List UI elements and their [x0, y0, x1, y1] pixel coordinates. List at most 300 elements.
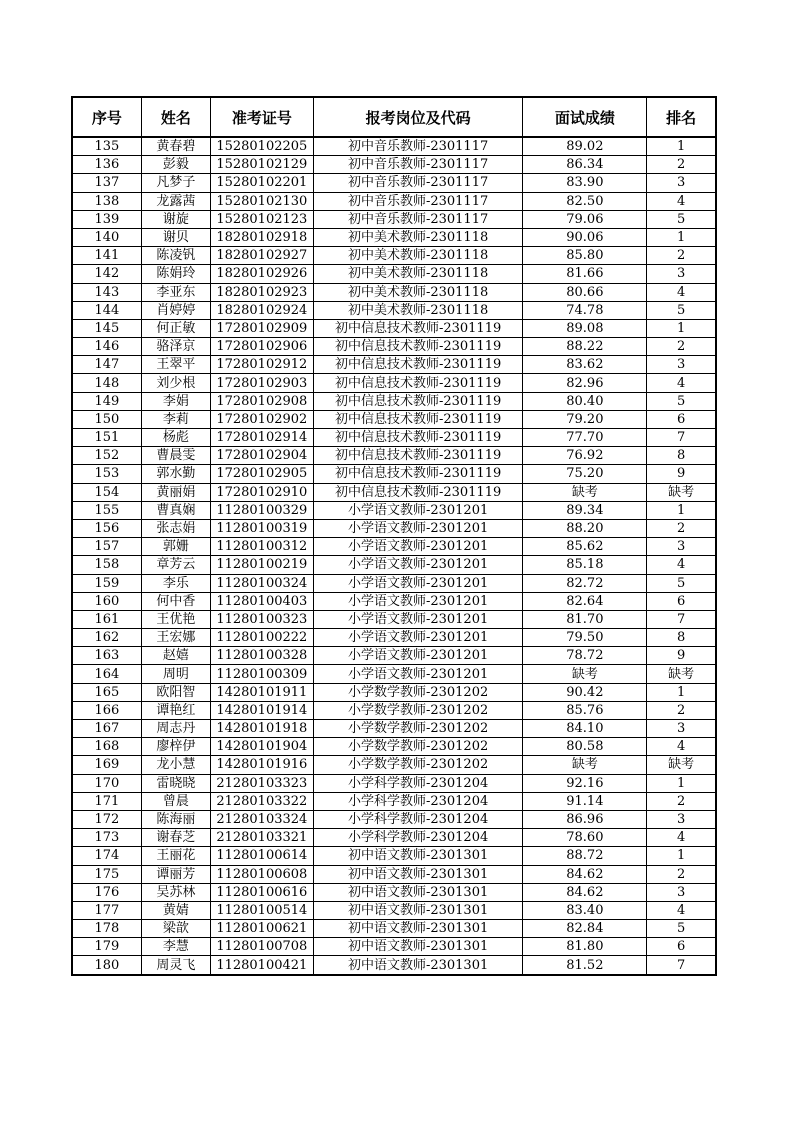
- cell-ticket-number: 14280101916: [210, 756, 313, 774]
- cell-name: 郭水勤: [141, 465, 210, 483]
- cell-serial: 147: [72, 356, 141, 374]
- cell-rank: 1: [647, 774, 716, 792]
- cell-ticket-number: 11280100708: [210, 938, 313, 956]
- table-row: [72, 792, 716, 810]
- table-row: [72, 228, 716, 246]
- cell-rank: 2: [647, 338, 716, 356]
- cell-serial: 149: [72, 392, 141, 410]
- cell-ticket-number: 11280100514: [210, 901, 313, 919]
- cell-ticket-number: 21280103322: [210, 792, 313, 810]
- cell-ticket-number: 11280100328: [210, 647, 313, 665]
- cell-rank: 7: [647, 429, 716, 447]
- cell-name: 王优艳: [141, 610, 210, 628]
- cell-position-code: 初中语文教师-2301301: [313, 901, 523, 919]
- cell-position-code: 小学语文教师-2301201: [313, 501, 523, 519]
- cell-position-code: 小学数学教师-2301202: [313, 738, 523, 756]
- cell-interview-score: 85.18: [523, 556, 647, 574]
- cell-ticket-number: 14280101904: [210, 738, 313, 756]
- cell-rank: 1: [647, 683, 716, 701]
- cell-ticket-number: 17280102903: [210, 374, 313, 392]
- cell-rank: 2: [647, 792, 716, 810]
- cell-interview-score: 缺考: [523, 483, 647, 501]
- cell-rank: 4: [647, 901, 716, 919]
- cell-rank: 1: [647, 501, 716, 519]
- cell-interview-score: 86.96: [523, 810, 647, 828]
- cell-name: 黄丽娟: [141, 483, 210, 501]
- cell-position-code: 小学科学教师-2301204: [313, 810, 523, 828]
- table-row: [72, 429, 716, 447]
- cell-position-code: 初中语文教师-2301301: [313, 920, 523, 938]
- cell-name: 李乐: [141, 574, 210, 592]
- cell-name: 彭毅: [141, 156, 210, 174]
- cell-position-code: 初中信息技术教师-2301119: [313, 356, 523, 374]
- table-row: [72, 392, 716, 410]
- cell-position-code: 小学数学教师-2301202: [313, 756, 523, 774]
- cell-name: 李慧: [141, 938, 210, 956]
- cell-name: 谭丽芳: [141, 865, 210, 883]
- table-row: [72, 447, 716, 465]
- cell-ticket-number: 11280100312: [210, 538, 313, 556]
- cell-name: 骆泽京: [141, 338, 210, 356]
- cell-serial: 156: [72, 519, 141, 537]
- cell-name: 欧阳智: [141, 683, 210, 701]
- cell-serial: 160: [72, 592, 141, 610]
- cell-name: 黄春碧: [141, 137, 210, 156]
- cell-interview-score: 85.62: [523, 538, 647, 556]
- cell-interview-score: 89.02: [523, 137, 647, 156]
- table-row: [72, 265, 716, 283]
- cell-rank: 4: [647, 738, 716, 756]
- cell-name: 龙小慧: [141, 756, 210, 774]
- table-row: [72, 810, 716, 828]
- cell-position-code: 小学语文教师-2301201: [313, 665, 523, 683]
- cell-name: 王丽花: [141, 847, 210, 865]
- cell-interview-score: 82.84: [523, 920, 647, 938]
- cell-ticket-number: 17280102910: [210, 483, 313, 501]
- cell-serial: 140: [72, 228, 141, 246]
- table-row: [72, 883, 716, 901]
- cell-serial: 138: [72, 192, 141, 210]
- cell-rank: 3: [647, 174, 716, 192]
- cell-interview-score: 76.92: [523, 447, 647, 465]
- cell-ticket-number: 11280100608: [210, 865, 313, 883]
- cell-rank: 7: [647, 610, 716, 628]
- cell-serial: 137: [72, 174, 141, 192]
- cell-ticket-number: 11280100324: [210, 574, 313, 592]
- cell-name: 龙露茜: [141, 192, 210, 210]
- cell-rank: 6: [647, 410, 716, 428]
- cell-interview-score: 80.40: [523, 392, 647, 410]
- cell-name: 谢春芝: [141, 829, 210, 847]
- cell-ticket-number: 11280100323: [210, 610, 313, 628]
- cell-name: 张志娟: [141, 519, 210, 537]
- cell-interview-score: 84.62: [523, 865, 647, 883]
- cell-position-code: 初中语文教师-2301301: [313, 938, 523, 956]
- cell-ticket-number: 15280102129: [210, 156, 313, 174]
- cell-name: 陈娟玲: [141, 265, 210, 283]
- cell-position-code: 初中美术教师-2301118: [313, 265, 523, 283]
- cell-interview-score: 75.20: [523, 465, 647, 483]
- cell-position-code: 初中音乐教师-2301117: [313, 156, 523, 174]
- cell-serial: 163: [72, 647, 141, 665]
- cell-serial: 150: [72, 410, 141, 428]
- cell-ticket-number: 11280100616: [210, 883, 313, 901]
- cell-position-code: 初中信息技术教师-2301119: [313, 374, 523, 392]
- cell-position-code: 初中音乐教师-2301117: [313, 174, 523, 192]
- cell-serial: 144: [72, 301, 141, 319]
- cell-rank: 9: [647, 465, 716, 483]
- cell-rank: 1: [647, 319, 716, 337]
- cell-ticket-number: 17280102914: [210, 429, 313, 447]
- cell-serial: 175: [72, 865, 141, 883]
- cell-interview-score: 81.70: [523, 610, 647, 628]
- cell-name: 王翠平: [141, 356, 210, 374]
- score-table: [71, 96, 717, 976]
- cell-position-code: 初中信息技术教师-2301119: [313, 319, 523, 337]
- cell-name: 何中香: [141, 592, 210, 610]
- cell-ticket-number: 17280102904: [210, 447, 313, 465]
- cell-ticket-number: 11280100309: [210, 665, 313, 683]
- cell-serial: 179: [72, 938, 141, 956]
- cell-rank: 3: [647, 265, 716, 283]
- table-row: [72, 610, 716, 628]
- cell-position-code: 初中音乐教师-2301117: [313, 210, 523, 228]
- table-row: [72, 956, 716, 975]
- cell-serial: 141: [72, 247, 141, 265]
- cell-position-code: 小学语文教师-2301201: [313, 647, 523, 665]
- cell-position-code: 小学科学教师-2301204: [313, 792, 523, 810]
- cell-name: 曹晨雯: [141, 447, 210, 465]
- cell-ticket-number: 14280101911: [210, 683, 313, 701]
- cell-position-code: 初中美术教师-2301118: [313, 283, 523, 301]
- cell-rank: 3: [647, 538, 716, 556]
- cell-interview-score: 80.66: [523, 283, 647, 301]
- cell-ticket-number: 14280101918: [210, 720, 313, 738]
- cell-interview-score: 79.50: [523, 629, 647, 647]
- cell-position-code: 初中信息技术教师-2301119: [313, 465, 523, 483]
- table-row: [72, 519, 716, 537]
- cell-name: 何正敏: [141, 319, 210, 337]
- table-row: [72, 865, 716, 883]
- cell-ticket-number: 21280103321: [210, 829, 313, 847]
- cell-position-code: 小学科学教师-2301204: [313, 829, 523, 847]
- header-position-code: 报考岗位及代码: [313, 97, 523, 137]
- cell-serial: 157: [72, 538, 141, 556]
- table-row: [72, 483, 716, 501]
- cell-rank: 8: [647, 629, 716, 647]
- cell-serial: 168: [72, 738, 141, 756]
- cell-serial: 169: [72, 756, 141, 774]
- cell-name: 周明: [141, 665, 210, 683]
- cell-ticket-number: 15280102130: [210, 192, 313, 210]
- table-row: [72, 756, 716, 774]
- cell-rank: 9: [647, 647, 716, 665]
- cell-ticket-number: 11280100219: [210, 556, 313, 574]
- table-row: [72, 629, 716, 647]
- cell-interview-score: 82.64: [523, 592, 647, 610]
- table-row: [72, 847, 716, 865]
- cell-name: 章芳云: [141, 556, 210, 574]
- cell-serial: 173: [72, 829, 141, 847]
- cell-rank: 1: [647, 228, 716, 246]
- cell-serial: 152: [72, 447, 141, 465]
- cell-position-code: 小学语文教师-2301201: [313, 629, 523, 647]
- table-row: [72, 538, 716, 556]
- cell-interview-score: 86.34: [523, 156, 647, 174]
- cell-rank: 4: [647, 374, 716, 392]
- cell-rank: 1: [647, 137, 716, 156]
- cell-interview-score: 88.22: [523, 338, 647, 356]
- cell-name: 曾晨: [141, 792, 210, 810]
- cell-rank: 2: [647, 865, 716, 883]
- cell-interview-score: 85.76: [523, 701, 647, 719]
- cell-position-code: 小学语文教师-2301201: [313, 538, 523, 556]
- cell-serial: 165: [72, 683, 141, 701]
- cell-position-code: 初中美术教师-2301118: [313, 301, 523, 319]
- cell-serial: 135: [72, 137, 141, 156]
- cell-ticket-number: 21280103323: [210, 774, 313, 792]
- cell-ticket-number: 15280102205: [210, 137, 313, 156]
- cell-position-code: 小学语文教师-2301201: [313, 556, 523, 574]
- table-row: [72, 301, 716, 319]
- cell-ticket-number: 11280100329: [210, 501, 313, 519]
- cell-serial: 154: [72, 483, 141, 501]
- table-row: [72, 901, 716, 919]
- cell-serial: 145: [72, 319, 141, 337]
- cell-rank: 8: [647, 447, 716, 465]
- cell-rank: 缺考: [647, 665, 716, 683]
- cell-serial: 166: [72, 701, 141, 719]
- cell-ticket-number: 11280100222: [210, 629, 313, 647]
- cell-ticket-number: 18280102926: [210, 265, 313, 283]
- cell-rank: 4: [647, 829, 716, 847]
- cell-name: 凡梦子: [141, 174, 210, 192]
- cell-position-code: 小学语文教师-2301201: [313, 574, 523, 592]
- cell-position-code: 初中语文教师-2301301: [313, 883, 523, 901]
- cell-interview-score: 83.40: [523, 901, 647, 919]
- cell-serial: 172: [72, 810, 141, 828]
- cell-ticket-number: 17280102902: [210, 410, 313, 428]
- cell-ticket-number: 11280100421: [210, 956, 313, 975]
- cell-rank: 2: [647, 247, 716, 265]
- table-row: [72, 556, 716, 574]
- cell-serial: 176: [72, 883, 141, 901]
- cell-interview-score: 83.62: [523, 356, 647, 374]
- cell-name: 刘少根: [141, 374, 210, 392]
- cell-name: 梁歆: [141, 920, 210, 938]
- table-row: [72, 210, 716, 228]
- cell-ticket-number: 11280100621: [210, 920, 313, 938]
- cell-interview-score: 缺考: [523, 665, 647, 683]
- cell-serial: 180: [72, 956, 141, 975]
- table-row: [72, 501, 716, 519]
- cell-ticket-number: 17280102912: [210, 356, 313, 374]
- table-row: [72, 137, 716, 156]
- cell-serial: 158: [72, 556, 141, 574]
- table-row: [72, 920, 716, 938]
- cell-name: 黄婧: [141, 901, 210, 919]
- cell-name: 谢旋: [141, 210, 210, 228]
- table-row: [72, 465, 716, 483]
- cell-interview-score: 85.80: [523, 247, 647, 265]
- cell-position-code: 小学语文教师-2301201: [313, 519, 523, 537]
- cell-serial: 151: [72, 429, 141, 447]
- cell-ticket-number: 17280102906: [210, 338, 313, 356]
- cell-interview-score: 90.42: [523, 683, 647, 701]
- cell-name: 吴苏林: [141, 883, 210, 901]
- cell-position-code: 小学数学教师-2301202: [313, 720, 523, 738]
- cell-rank: 4: [647, 556, 716, 574]
- cell-interview-score: 84.62: [523, 883, 647, 901]
- cell-position-code: 初中语文教师-2301301: [313, 956, 523, 975]
- table-row: [72, 174, 716, 192]
- cell-serial: 177: [72, 901, 141, 919]
- cell-position-code: 初中音乐教师-2301117: [313, 192, 523, 210]
- cell-ticket-number: 18280102918: [210, 228, 313, 246]
- cell-rank: 5: [647, 574, 716, 592]
- cell-name: 陈海丽: [141, 810, 210, 828]
- cell-rank: 7: [647, 956, 716, 975]
- cell-name: 谢贝: [141, 228, 210, 246]
- cell-interview-score: 88.20: [523, 519, 647, 537]
- cell-rank: 2: [647, 156, 716, 174]
- cell-serial: 161: [72, 610, 141, 628]
- cell-name: 王宏娜: [141, 629, 210, 647]
- cell-name: 李娟: [141, 392, 210, 410]
- header-ticket-number: 准考证号: [210, 97, 313, 137]
- table-row: [72, 574, 716, 592]
- cell-interview-score: 82.72: [523, 574, 647, 592]
- cell-interview-score: 79.06: [523, 210, 647, 228]
- table-row: [72, 410, 716, 428]
- cell-position-code: 小学数学教师-2301202: [313, 701, 523, 719]
- table-row: [72, 338, 716, 356]
- cell-position-code: 初中信息技术教师-2301119: [313, 392, 523, 410]
- cell-interview-score: 78.60: [523, 829, 647, 847]
- cell-rank: 6: [647, 592, 716, 610]
- cell-ticket-number: 21280103324: [210, 810, 313, 828]
- table-row: [72, 319, 716, 337]
- cell-rank: 缺考: [647, 756, 716, 774]
- cell-serial: 162: [72, 629, 141, 647]
- table-row: [72, 701, 716, 719]
- cell-position-code: 初中信息技术教师-2301119: [313, 429, 523, 447]
- cell-name: 曹真娴: [141, 501, 210, 519]
- cell-position-code: 初中信息技术教师-2301119: [313, 410, 523, 428]
- cell-rank: 6: [647, 938, 716, 956]
- cell-ticket-number: 14280101914: [210, 701, 313, 719]
- cell-serial: 153: [72, 465, 141, 483]
- cell-position-code: 初中信息技术教师-2301119: [313, 483, 523, 501]
- cell-rank: 3: [647, 810, 716, 828]
- cell-position-code: 初中美术教师-2301118: [313, 228, 523, 246]
- cell-name: 雷晓晓: [141, 774, 210, 792]
- cell-ticket-number: 17280102909: [210, 319, 313, 337]
- cell-interview-score: 78.72: [523, 647, 647, 665]
- cell-interview-score: 92.16: [523, 774, 647, 792]
- cell-ticket-number: 11280100319: [210, 519, 313, 537]
- cell-position-code: 初中语文教师-2301301: [313, 865, 523, 883]
- table-row: [72, 720, 716, 738]
- cell-rank: 4: [647, 192, 716, 210]
- cell-name: 杨彪: [141, 429, 210, 447]
- cell-interview-score: 88.72: [523, 847, 647, 865]
- table-row: [72, 829, 716, 847]
- cell-rank: 5: [647, 301, 716, 319]
- cell-interview-score: 84.10: [523, 720, 647, 738]
- table-row: [72, 192, 716, 210]
- cell-name: 廖梓伊: [141, 738, 210, 756]
- table-row: [72, 938, 716, 956]
- cell-serial: 171: [72, 792, 141, 810]
- cell-serial: 136: [72, 156, 141, 174]
- cell-ticket-number: 18280102924: [210, 301, 313, 319]
- table-row: [72, 374, 716, 392]
- cell-ticket-number: 17280102905: [210, 465, 313, 483]
- cell-name: 郭姗: [141, 538, 210, 556]
- cell-name: 赵嬉: [141, 647, 210, 665]
- cell-rank: 5: [647, 210, 716, 228]
- cell-interview-score: 缺考: [523, 756, 647, 774]
- cell-position-code: 小学语文教师-2301201: [313, 610, 523, 628]
- cell-position-code: 初中音乐教师-2301117: [313, 137, 523, 156]
- table-row: [72, 156, 716, 174]
- cell-interview-score: 89.08: [523, 319, 647, 337]
- header-name: 姓名: [141, 97, 210, 137]
- cell-position-code: 初中美术教师-2301118: [313, 247, 523, 265]
- table-row: [72, 647, 716, 665]
- table-row: [72, 665, 716, 683]
- cell-ticket-number: 17280102908: [210, 392, 313, 410]
- cell-position-code: 初中信息技术教师-2301119: [313, 447, 523, 465]
- cell-rank: 2: [647, 519, 716, 537]
- cell-rank: 4: [647, 283, 716, 301]
- table-row: [72, 683, 716, 701]
- header-rank: 排名: [647, 97, 716, 137]
- cell-interview-score: 83.90: [523, 174, 647, 192]
- header-serial: 序号: [72, 97, 141, 137]
- cell-position-code: 小学科学教师-2301204: [313, 774, 523, 792]
- cell-rank: 3: [647, 883, 716, 901]
- cell-ticket-number: 15280102123: [210, 210, 313, 228]
- cell-ticket-number: 15280102201: [210, 174, 313, 192]
- cell-interview-score: 82.96: [523, 374, 647, 392]
- cell-ticket-number: 18280102927: [210, 247, 313, 265]
- cell-interview-score: 91.14: [523, 792, 647, 810]
- cell-interview-score: 74.78: [523, 301, 647, 319]
- cell-serial: 164: [72, 665, 141, 683]
- cell-interview-score: 80.58: [523, 738, 647, 756]
- cell-rank: 5: [647, 920, 716, 938]
- cell-name: 李亚东: [141, 283, 210, 301]
- table-row: [72, 283, 716, 301]
- table-row: [72, 356, 716, 374]
- cell-serial: 174: [72, 847, 141, 865]
- cell-serial: 170: [72, 774, 141, 792]
- cell-rank: 缺考: [647, 483, 716, 501]
- cell-ticket-number: 11280100403: [210, 592, 313, 610]
- header-interview-score: 面试成绩: [523, 97, 647, 137]
- cell-ticket-number: 18280102923: [210, 283, 313, 301]
- cell-serial: 143: [72, 283, 141, 301]
- cell-serial: 139: [72, 210, 141, 228]
- cell-name: 陈凌钒: [141, 247, 210, 265]
- header-row: [72, 97, 716, 137]
- cell-rank: 5: [647, 392, 716, 410]
- cell-rank: 3: [647, 356, 716, 374]
- cell-interview-score: 81.66: [523, 265, 647, 283]
- cell-position-code: 小学语文教师-2301201: [313, 592, 523, 610]
